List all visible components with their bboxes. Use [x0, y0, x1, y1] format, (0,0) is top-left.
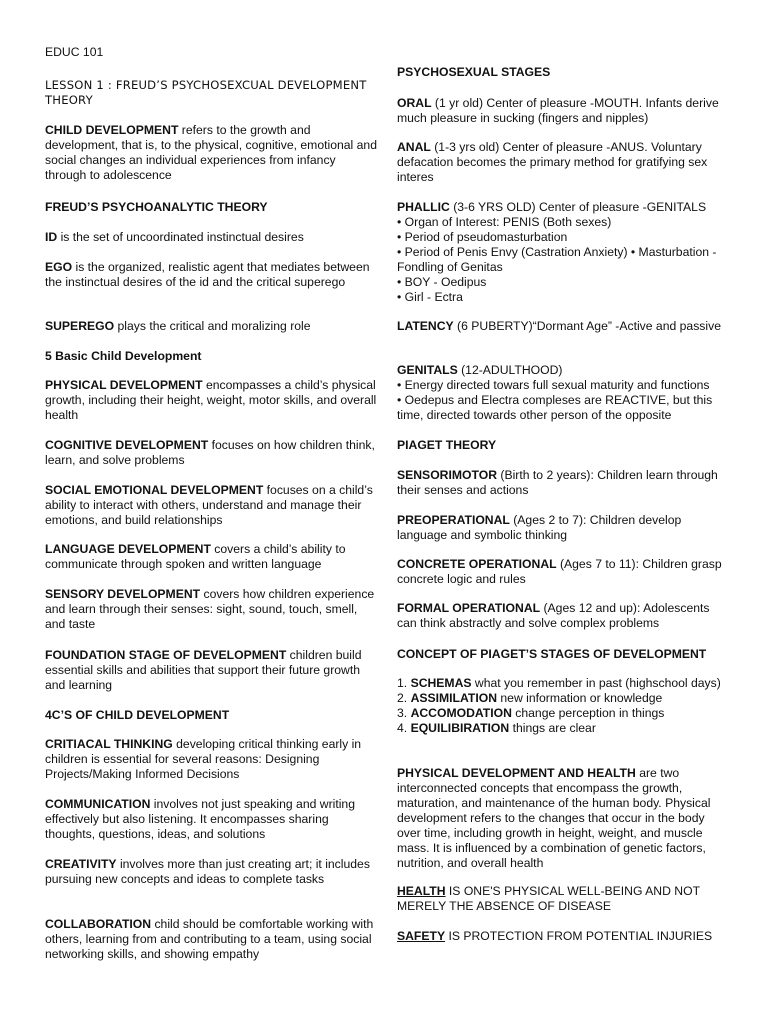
term: COLLABORATION: [45, 917, 152, 931]
underlined-term: HEALTH: [397, 884, 446, 898]
communication-paragraph: [45, 797, 378, 842]
sensorimotor-paragraph: [397, 468, 730, 498]
definition: focuses on a child’s ability to interact with others, understand and manage their emotions, and build relationships: [45, 483, 373, 527]
term: LANGUAGE DEVELOPMENT: [45, 542, 211, 556]
term: FOUNDATION STAGE OF DEVELOPMENT: [45, 648, 287, 662]
term: ORAL: [397, 96, 432, 110]
critical-thinking-paragraph: [45, 737, 378, 782]
definition: IS PROTECTION FROM POTENTIAL INJURIES: [445, 929, 713, 943]
definition: (Birth to 2 years): Children learn through their senses and actions: [397, 468, 718, 497]
psychosexual-stages-heading: PSYCHOSEXUAL STAGES: [397, 65, 551, 79]
list-item: • Energy directed towars full sexual maturity and functions: [397, 378, 730, 393]
creativity-paragraph: [45, 857, 378, 887]
sensory-development-paragraph: [45, 587, 378, 632]
social-emotional-paragraph: [45, 483, 378, 528]
definition: plays the critical and moralizing role: [114, 319, 311, 333]
term: ANAL: [397, 140, 431, 154]
latency-stage-paragraph: [397, 319, 730, 334]
term: [397, 884, 446, 898]
term: SUPEREGO: [45, 319, 115, 333]
concept-piaget-heading: CONCEPT OF PIAGET’S STAGES OF DEVELOPMENT: [397, 647, 707, 661]
term: GENITALS: [397, 363, 458, 377]
term: PHYSICAL DEVELOPMENT AND HEALTH: [397, 766, 636, 780]
freud-theory-heading: FREUD’S PSYCHOANALYTIC THEORY: [45, 200, 268, 214]
definition: involves not just speaking and writing effectively but also listening. It encompasses sharing thoughts, questions, ideas, and solutions: [45, 797, 355, 841]
genitals-stage-line: [397, 363, 730, 378]
definition: (1 yr old) Center of pleasure -MOUTH. Infants derive much pleasure in sucking (fingers and nipples): [397, 96, 719, 125]
item-number: 2.: [397, 691, 411, 705]
list-item: • Period of Penis Envy (Castration Anxiety) • Masturbation - Fondling of Genitas: [397, 245, 730, 275]
term: EGO: [45, 260, 73, 274]
definition: covers how children experience and learn through their senses: sight, sound, touch, smell, and taste: [45, 587, 375, 631]
five-basic-heading: 5 Basic Child Development: [45, 349, 202, 363]
physical-development-paragraph: [45, 378, 378, 423]
list-item: [397, 676, 730, 691]
definition: are two interconnected concepts that encompass the growth, maturation, and maintenance of the human body. Physical development refers to the changes that occur in the body over time, including growth in height, weight, and muscle mass. It is influenced by a combination of genetic factors, nutrition, and overall health: [397, 766, 711, 870]
item-number: 4.: [397, 721, 411, 735]
term: EQUILIBIRATION: [410, 721, 510, 735]
term: CHILD DEVELOPMENT: [45, 123, 179, 137]
phallic-bullet-list: [397, 215, 730, 305]
safety-paragraph: [397, 929, 730, 944]
piaget-theory-heading: PIAGET THEORY: [397, 438, 497, 452]
term: [397, 929, 445, 943]
formal-operational-paragraph: [397, 601, 730, 631]
definition: new information or knowledge: [497, 691, 663, 705]
term: ID: [45, 230, 58, 244]
concrete-operational-paragraph: [397, 557, 730, 587]
definition: is the organized, realistic agent that mediates between the instinctual desires of the id and the critical superego: [45, 260, 370, 289]
term: SENSORY DEVELOPMENT: [45, 587, 201, 601]
term: COGNITIVE DEVELOPMENT: [45, 438, 209, 452]
superego-paragraph: [45, 319, 378, 334]
phallic-stage-block: [397, 200, 730, 305]
piaget-concepts-list: [397, 676, 730, 736]
cognitive-development-paragraph: [45, 438, 378, 468]
term: PHALLIC: [397, 200, 450, 214]
physical-health-paragraph: [397, 766, 730, 871]
definition: children build essential skills and abilities that support their future growth and learning: [45, 648, 362, 692]
term: PREOPERATIONAL: [397, 513, 510, 527]
list-item: [397, 721, 730, 736]
genitals-stage-block: [397, 363, 730, 423]
list-item: • Organ of Interest: PENIS (Both sexes): [397, 215, 730, 230]
lesson-title: LESSON 1 : FREUD’S PSYCHOSEXCUAL DEVELOPMENT THEORY: [45, 78, 367, 107]
definition: is the set of uncoordinated instinctual desires: [57, 230, 304, 244]
definition: (1-3 yrs old) Center of pleasure -ANUS. Voluntary defacation becomes the primary method for gratifying sex interes: [397, 140, 708, 184]
term: ASSIMILATION: [410, 691, 497, 705]
term: ACCOMODATION: [410, 706, 512, 720]
health-paragraph: [397, 884, 730, 914]
definition: refers to the growth and development, that is, to the physical, cognitive, emotional and social changes an individual experiences from infancy through to adolescence: [45, 123, 377, 182]
four-cs-heading: 4C’S OF CHILD DEVELOPMENT: [45, 708, 230, 722]
term: CRITIACAL THINKING: [45, 737, 173, 751]
term: SENSORIMOTOR: [397, 468, 497, 482]
phallic-stage-line: [397, 200, 730, 215]
term: CREATIVITY: [45, 857, 117, 871]
list-item: • BOY - Oedipus: [397, 275, 730, 290]
definition: (12-ADULTHOOD): [457, 363, 563, 377]
id-paragraph: [45, 230, 378, 245]
definition: encompasses a child’s physical growth, including their height, weight, motor skills, and overall health: [45, 378, 377, 422]
oral-stage-paragraph: [397, 96, 730, 126]
term: LATENCY: [397, 319, 454, 333]
term: PHYSICAL DEVELOPMENT: [45, 378, 203, 392]
definition: (6 PUBERTY)“Dormant Age” -Active and passive: [453, 319, 721, 333]
foundation-stage-paragraph: [45, 648, 378, 693]
underlined-term: SAFETY: [397, 929, 446, 943]
genitals-bullet-list: [397, 378, 730, 423]
collaboration-paragraph: [45, 917, 378, 962]
term: FORMAL OPERATIONAL: [397, 601, 541, 615]
definition: child should be comfortable working with others, learning from and contributing to a team, using social networking skills, and showing empathy: [45, 917, 374, 961]
item-number: 3.: [397, 706, 411, 720]
list-item: [397, 706, 730, 721]
list-item: • Girl - Ectra: [397, 290, 730, 305]
definition: (3-6 YRS OLD) Center of pleasure -GENITALS: [449, 200, 707, 214]
list-item: [397, 691, 730, 706]
definition: focuses on how children think, learn, and solve problems: [45, 438, 375, 467]
language-development-paragraph: [45, 542, 378, 572]
definition: developing critical thinking early in children is essential for several reasons: Designing Projects/Making Informed Decisions: [45, 737, 362, 781]
definition: covers a child’s ability to communicate through spoken and written language: [45, 542, 346, 571]
definition: (Ages 2 to 7): Children develop language and symbolic thinking: [397, 513, 682, 542]
definition: involves more than just creating art; it includes pursuing new concepts and ideas to complete tasks: [45, 857, 370, 886]
list-item: • Period of pseudomasturbation: [397, 230, 730, 245]
child-development-paragraph: [45, 123, 378, 183]
definition: what you remember in past (highschool days): [471, 676, 721, 690]
term: CONCRETE OPERATIONAL: [397, 557, 557, 571]
definition: things are clear: [509, 721, 596, 735]
term: SOCIAL EMOTIONAL DEVELOPMENT: [45, 483, 264, 497]
definition: (Ages 12 and up): Adolescents can think abstractly and solve complex problems: [397, 601, 710, 630]
course-code: EDUC 101: [45, 45, 104, 59]
list-item: • Oedepus and Electra compleses are REACTIVE, but this time, directed towards other person of the opposite: [397, 393, 730, 423]
term: SCHEMAS: [410, 676, 472, 690]
term: COMMUNICATION: [45, 797, 151, 811]
anal-stage-paragraph: [397, 140, 730, 185]
definition: change perception in things: [511, 706, 665, 720]
preoperational-paragraph: [397, 513, 730, 543]
definition: (Ages 7 to 11): Children grasp concrete logic and rules: [397, 557, 722, 586]
item-number: 1.: [397, 676, 411, 690]
ego-paragraph: [45, 260, 378, 290]
definition: IS ONE'S PHYSICAL WELL-BEING AND NOT MERELY THE ABSENCE OF DISEASE: [397, 884, 700, 913]
